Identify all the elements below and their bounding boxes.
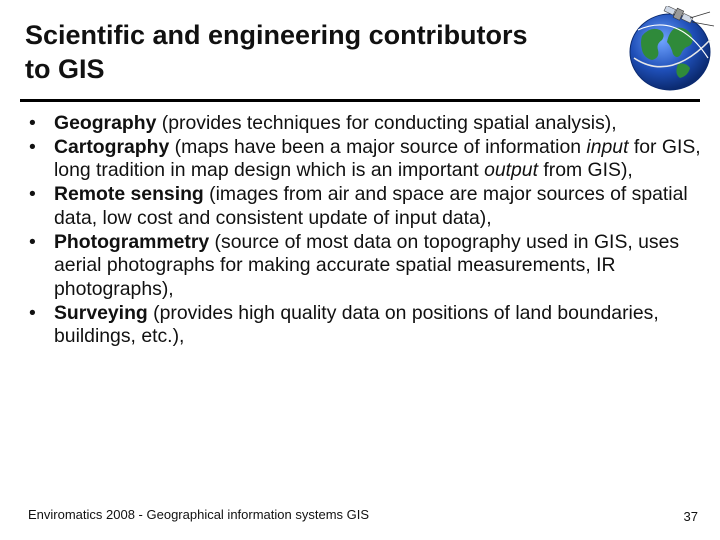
bullet-text: (images from air and space are major sources of spatial data, low cost and consistent update of input data), xyxy=(54,183,688,229)
page-number: 37 xyxy=(683,509,698,524)
bullet-dot: • xyxy=(29,301,36,324)
list-item xyxy=(25,136,705,183)
slide-footer: Enviromatics 2008 - Geographical information systems GIS xyxy=(28,507,370,522)
bullet-term: Remote sensing xyxy=(54,183,204,206)
bullet-dot: • xyxy=(29,230,36,253)
bullet-term: Geography xyxy=(54,112,157,134)
bullet-text: (provides techniques for conducting spatial analysis), xyxy=(156,112,617,134)
bullet-text: for GIS, long tradition in map design which is an important xyxy=(54,135,701,182)
bullet-text: (maps have been a major source of information xyxy=(169,135,587,158)
bullet-text: from GIS), xyxy=(537,159,633,182)
list-item xyxy=(25,112,705,136)
title-divider xyxy=(20,99,700,102)
bullet-text: (source of most data on topography used in GIS, uses aerial photographs for making accurate spatial measurements, IR photographs), xyxy=(54,230,680,300)
bullet-term: Photogrammetry xyxy=(54,230,210,253)
list-item xyxy=(25,183,705,230)
list-item xyxy=(25,231,705,302)
list-item xyxy=(25,302,705,349)
title-line-2: to GIS xyxy=(25,54,105,84)
bullet-dot: • xyxy=(29,183,36,206)
title-line-1: Scientific and engineering contributors xyxy=(25,20,528,50)
bullet-text: (provides high quality data on positions of land boundaries, buildings, etc.), xyxy=(54,301,659,348)
slide-title xyxy=(25,18,615,86)
globe-satellite-icon xyxy=(620,6,716,92)
bullet-dot: • xyxy=(29,112,36,134)
bullet-emphasis: output xyxy=(484,159,538,182)
bullet-term: Cartography xyxy=(54,135,170,158)
bullet-term: Surveying xyxy=(54,301,148,324)
bullet-dot: • xyxy=(29,135,36,158)
bullet-list xyxy=(25,112,705,349)
bullet-emphasis: input xyxy=(586,135,629,158)
